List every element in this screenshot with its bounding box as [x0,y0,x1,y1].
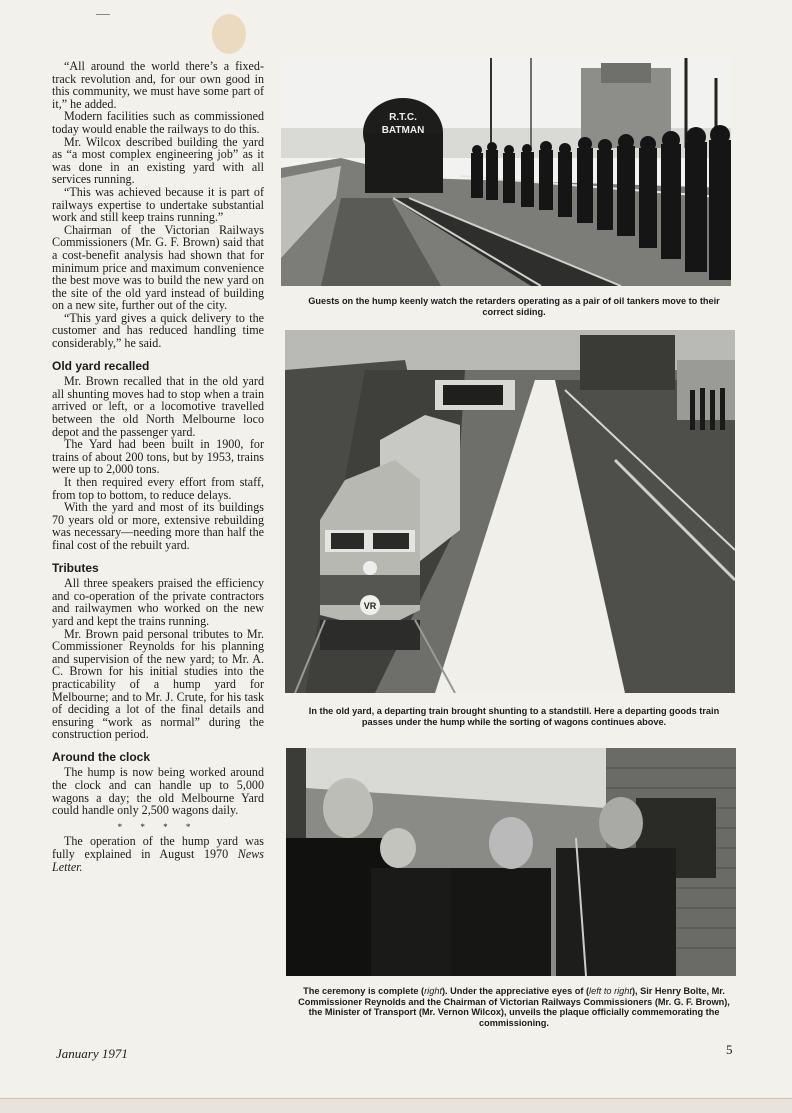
subheading-old-yard: Old yard recalled [52,358,150,373]
caption-text: The ceremony is complete ( [303,986,425,996]
caption-italic: left to right [589,986,632,996]
photo-train-image [285,330,735,693]
vr-badge: VR [363,601,377,611]
paragraph: All three speakers praised the efficiency and co-operation of the private contractors and railwaymen who worked on the new yard and kept the trains running. [52,576,264,628]
paragraph: “This yard gives a quick delivery to the customer and has reduced handling time considerably,” he said. [52,310,264,351]
paragraph-text: The operation of the hump yard was fully explained in August 1970 [52,834,264,862]
paper-stain [212,14,246,54]
caption-photo-3 [296,986,732,1028]
caption-photo-2: In the old yard, a departing train brought shunting to a standstill. Here a departing goods train passes under the hump while the sorting of wagons continues above. [308,706,720,727]
caption-italic: right [424,986,442,996]
caption-text: ), Sir Henry Bolte, Mr. Commissioner Reynolds and the Chairman of Victorian Railways Commissioners (Mr. G. F. Brown), the Minister of Transport (Mr. Vernon Wilcox), unveils the plaque officially commemorating the commissioning. [298,986,730,1028]
tank-label-rtc: R.T.C. [389,112,417,123]
photo-departing-train [285,330,735,693]
paragraph [52,835,264,873]
issue-date: January 1971 [56,1046,128,1061]
paragraph: Modern facilities such as commissioned today would enable the railways to do this. [52,109,264,136]
paragraph: Chairman of the Victorian Railways Commissioners (Mr. G. F. Brown) said that a cost-benefit analysis had shown that for minimum price and maximum convenience the best move was to build the new yard on the site of the old yard instead of building on a new site, further out of the city. [52,222,264,313]
page-edge [0,1098,792,1113]
page-mark [96,14,110,15]
paragraph: Mr. Brown paid personal tributes to Mr. Commissioner Reynolds for his planning and supervision of the new yard; to Mr. A. C. Brown for his initial studies into the practicability of a hump yard for Melbourne; and to Mr. J. Crute, for his task of deciding a lot of the final details and ensuring “work as normal” during the construction period. [52,626,264,742]
subheading-around-clock: Around the clock [52,749,151,764]
subheading-tributes: Tributes [52,560,99,575]
paragraph: “This was achieved because it is part of railways expertise to undertake substantial work and still keep trains running.” [52,184,264,225]
article-column [52,60,264,873]
photo-ceremony [286,748,736,976]
paragraph: Mr. Wilcox described building the yard as “a most complex engineering job” as it was done in an existing yard with all services running. [52,134,264,187]
caption-text: ). Under the appreciative eyes of ( [442,986,590,996]
caption-photo-1: Guests on the hump keenly watch the retarders operating as a pair of oil tankers move to their correct siding. [308,296,720,317]
page-number: 5 [726,1042,733,1057]
tank-label-batman: BATMAN [381,125,425,136]
publication-name: News Letter. [52,847,264,874]
paragraph: The hump is now being worked around the clock and can handle up to 5,000 wagons a day; the old Melbourne Yard could handle only 2,500 wagons daily. [52,765,264,818]
paragraph: The Yard had been built in 1900, for trains of about 200 tons, but by 1953, trains were up to 2,000 tons. [52,437,264,477]
photo-guests-on-hump [281,58,731,286]
section-divider: * * * * [117,821,199,832]
paragraph: With the yard and most of its buildings 70 years old or more, extensive rebuilding was necessary—needing more than half the final cost of the rebuilt yard. [52,500,264,552]
paragraph: It then required every effort from staff, from top to bottom, to reduce delays. [52,475,264,502]
paragraph: Mr. Brown recalled that in the old yard all shunting moves had to stop when a train arrived or left, or a locomotive travelled between the old North Melbourne loco depot and the passenger yard. [52,374,264,439]
photo-guests-image [281,58,731,286]
paragraph: “All around the world there’s a fixed-track revolution and, for our own good in this community, we must have some part of it,” he added. [52,59,264,111]
photo-ceremony-image [286,748,736,976]
